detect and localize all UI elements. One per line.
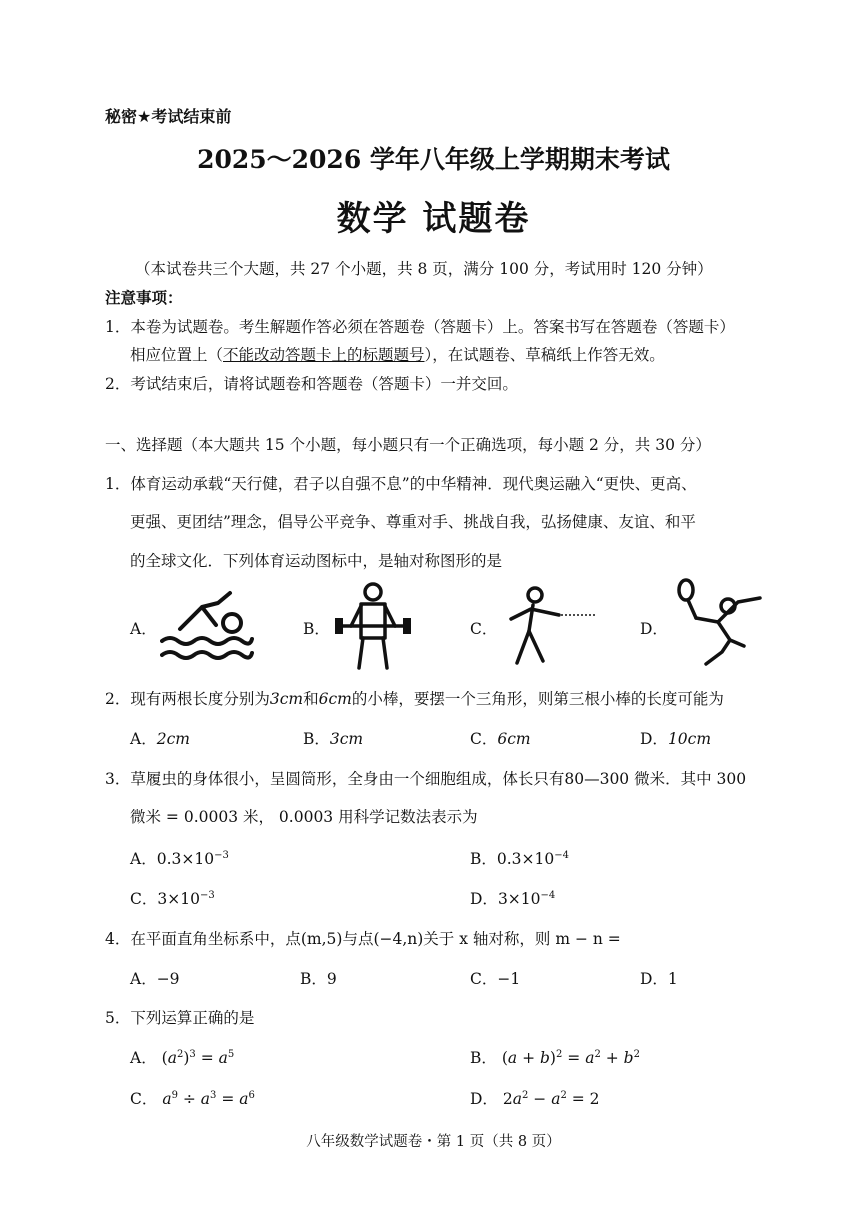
q3-b-base: 0.3×10 <box>496 850 555 868</box>
q5-c-formula: $a^9 \div a^3 = a^6$ <box>162 1089 255 1108</box>
section-1-heading: 一、选择题（本大题共 15 个小题，每小题只有一个正确选项，每小题 2 分，共 30 分） <box>105 436 711 454</box>
q2-length-2: 6cm <box>318 690 352 708</box>
q5-a-label: A． <box>130 1049 157 1067</box>
q5-b-formula: $(a + b)^2 = a^2 + b^2$ <box>501 1048 640 1067</box>
badminton-icon <box>672 578 767 670</box>
q3-d-base: 3×10 <box>497 890 541 908</box>
swimming-icon <box>160 585 255 665</box>
q3-b-label: B． <box>470 850 497 868</box>
q4-option-a: A．−9 <box>130 970 180 988</box>
q3-option-a <box>130 847 229 869</box>
q3-a-exponent: −3 <box>214 849 229 861</box>
note-1-text-end: ），在试题卷、草稿纸上作答无效。 <box>424 346 665 364</box>
q4-option-d: D．1 <box>640 970 678 988</box>
confidential-mark: 秘密★考试结束前 <box>105 107 232 126</box>
q2-b-label: B． <box>303 730 330 748</box>
q1-line-3: 的全球文化．下列体育运动图标中，是轴对称图形的是 <box>130 552 503 570</box>
q4-stem: 4．在平面直角坐标系中，点(m,5)与点(−4,n)关于 x 轴对称，则 m − n = <box>105 930 621 948</box>
q5-b-label: B． <box>470 1049 497 1067</box>
q3-c-label: C． <box>130 890 158 908</box>
q5-a-formula: $(a^2)^3 = a^5$ <box>161 1048 235 1067</box>
q2-stem-c: 的小棒，要摆一个三角形，则第三根小棒的长度可能为 <box>351 690 724 708</box>
notes-heading: 注意事项： <box>105 288 183 307</box>
q3-line-1: 3．草履虫的身体很小，呈圆筒形，全身由一个细胞组成，体长只有80—300 微米．其中 300 <box>105 770 747 788</box>
q2-b-value: 3cm <box>329 730 364 748</box>
q3-a-label: A． <box>130 850 157 868</box>
q2-d-value: 10cm <box>667 730 712 748</box>
q2-d-label: D． <box>640 730 668 748</box>
q3-option-b <box>470 847 569 869</box>
q1-option-a-label: A． <box>130 620 157 638</box>
q3-d-label: D． <box>470 890 498 908</box>
q3-d-exponent: −4 <box>540 889 556 901</box>
q3-a-base: 0.3×10 <box>156 850 215 868</box>
q2-option-b <box>303 727 363 749</box>
note-1-line-1: 1．本卷为试题卷。考生解题作答必须在答题卷（答题卡）上。答案书写在答题卷（答题卡） <box>105 318 735 336</box>
q5-c-label: C． <box>130 1090 158 1108</box>
q2-stem-a: 2．现有两根长度分别为 <box>105 690 270 708</box>
q5-option-c <box>130 1087 255 1109</box>
q1-line-2: 更强、更团结”理念，倡导公平竞争、尊重对手、挑战自我，弘扬健康、友谊、和平 <box>130 513 696 531</box>
q2-c-value: 6cm <box>497 730 531 748</box>
q5-stem: 5．下列运算正确的是 <box>105 1009 255 1027</box>
q5-option-d <box>470 1087 600 1109</box>
q2-a-label: A． <box>130 730 157 748</box>
q2-length-1: 3cm <box>269 690 304 708</box>
q2-stem-b: 和 <box>303 690 319 708</box>
note-1-line-2 <box>130 343 665 365</box>
q3-option-c <box>130 887 215 909</box>
q1-option-d-label: D． <box>640 620 668 638</box>
q3-line-2: 微米 = 0.0003 米， 0.0003 用科学记数法表示为 <box>130 808 478 826</box>
q2-c-label: C． <box>470 730 498 748</box>
q2-a-value: 2cm <box>156 730 190 748</box>
q1-line-1: 1．体育运动承载“天行健，君子以自强不息”的中华精神．现代奥运融入“更快、更高、 <box>105 475 697 493</box>
weightlifting-icon <box>333 580 413 672</box>
q5-option-b <box>470 1046 640 1068</box>
q2-stem <box>105 687 724 709</box>
exam-title: 2025～2026 学年八年级上学期期末考试 <box>197 145 670 174</box>
note-1-underlined: 不能改动答题卡上的标题题号 <box>223 346 425 364</box>
q5-d-formula: $2a^2 - a^2 = 2$ <box>502 1089 600 1108</box>
q2-option-c <box>470 727 531 749</box>
q2-option-a <box>130 727 190 749</box>
note-1-text: 相应位置上（ <box>130 346 224 364</box>
q1-option-b-label: B． <box>303 620 330 638</box>
q4-option-b: B．9 <box>300 970 337 988</box>
q2-option-d <box>640 727 711 749</box>
q5-option-a <box>130 1046 234 1068</box>
exam-info: （本试卷共三个大题，共 27 个小题，共 8 页，满分 100 分，考试用时 120 分钟） <box>135 260 713 278</box>
note-2: 2．考试结束后，请将试题卷和答题卷（答题卡）一并交回。 <box>105 375 518 393</box>
q3-option-d <box>470 887 555 909</box>
subject-title: 数学 试题卷 <box>336 199 531 239</box>
fencing-icon <box>497 585 597 667</box>
q5-d-label: D． <box>470 1090 498 1108</box>
q3-c-exponent: −3 <box>199 889 215 901</box>
q1-option-c-label: C． <box>470 620 498 638</box>
q3-b-exponent: −4 <box>554 849 570 861</box>
q4-option-c: C．−1 <box>470 970 521 988</box>
page-footer: 八年级数学试题卷・第 1 页（共 8 页） <box>306 1134 561 1150</box>
q3-c-base: 3×10 <box>157 890 200 908</box>
